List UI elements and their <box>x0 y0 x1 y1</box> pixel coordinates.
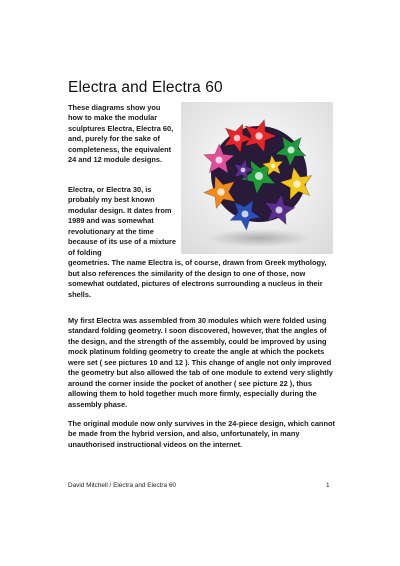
intro-paragraph: These diagrams show you how to make the modular sculptures Electra, Electra 60, and, purely for the sake of completeness, the equivalent 24 and 12 module designs. <box>68 103 174 165</box>
model-unit-2-hole <box>288 147 295 154</box>
paragraph-2-wrapped: Electra, or Electra 30, is probably my best known modular design. It dates from 1989 and was somewhat revolutionary at the time because of its use of a mixture of folding <box>68 185 177 257</box>
page-title: Electra and Electra 60 <box>68 79 223 96</box>
model-unit-11-hole <box>241 168 246 173</box>
model-unit-9-hole <box>255 172 263 180</box>
footer-author: David Mitchell / Electra and Electra 60 <box>68 482 176 489</box>
paragraph-3: My first Electra was assembled from 30 modules which were folded using standard folding geometry. I soon discovered, however, that the angles of the design, and the strength of the assembly, could be improved by using mock platinum folding geometry to create the angle at which the pockets were set ( see pictures 10 and 12 ). This change of angle not only improved the geometry but also allowed the tab of one module to extend very slightly around the corner inside the pocket of another ( see picture 22 ), thus allowing them to hold together much more firmly, especially during the assembly phase. <box>68 316 333 409</box>
model-unit-7-hole <box>216 157 223 164</box>
footer-page-number: 1 <box>326 482 330 489</box>
paragraph-2 <box>68 185 334 300</box>
model-unit-10-hole <box>271 164 276 169</box>
paragraph-2-continued: geometries. The name Electra is, of course, drawn from Greek mythology, but also references the similarity of the design to one of those, now somewhat outdated, pictures of electrons surrounding a nucleus in their shells. <box>68 258 327 299</box>
model-unit-1-hole <box>255 132 262 139</box>
paragraph-4: The original module now only survives in the 24-piece design, which cannot be made from the hybrid version, and also, unfortunately, in many unauthorised instructional videos on the internet. <box>68 419 335 449</box>
model-unit-8-hole <box>234 135 241 142</box>
